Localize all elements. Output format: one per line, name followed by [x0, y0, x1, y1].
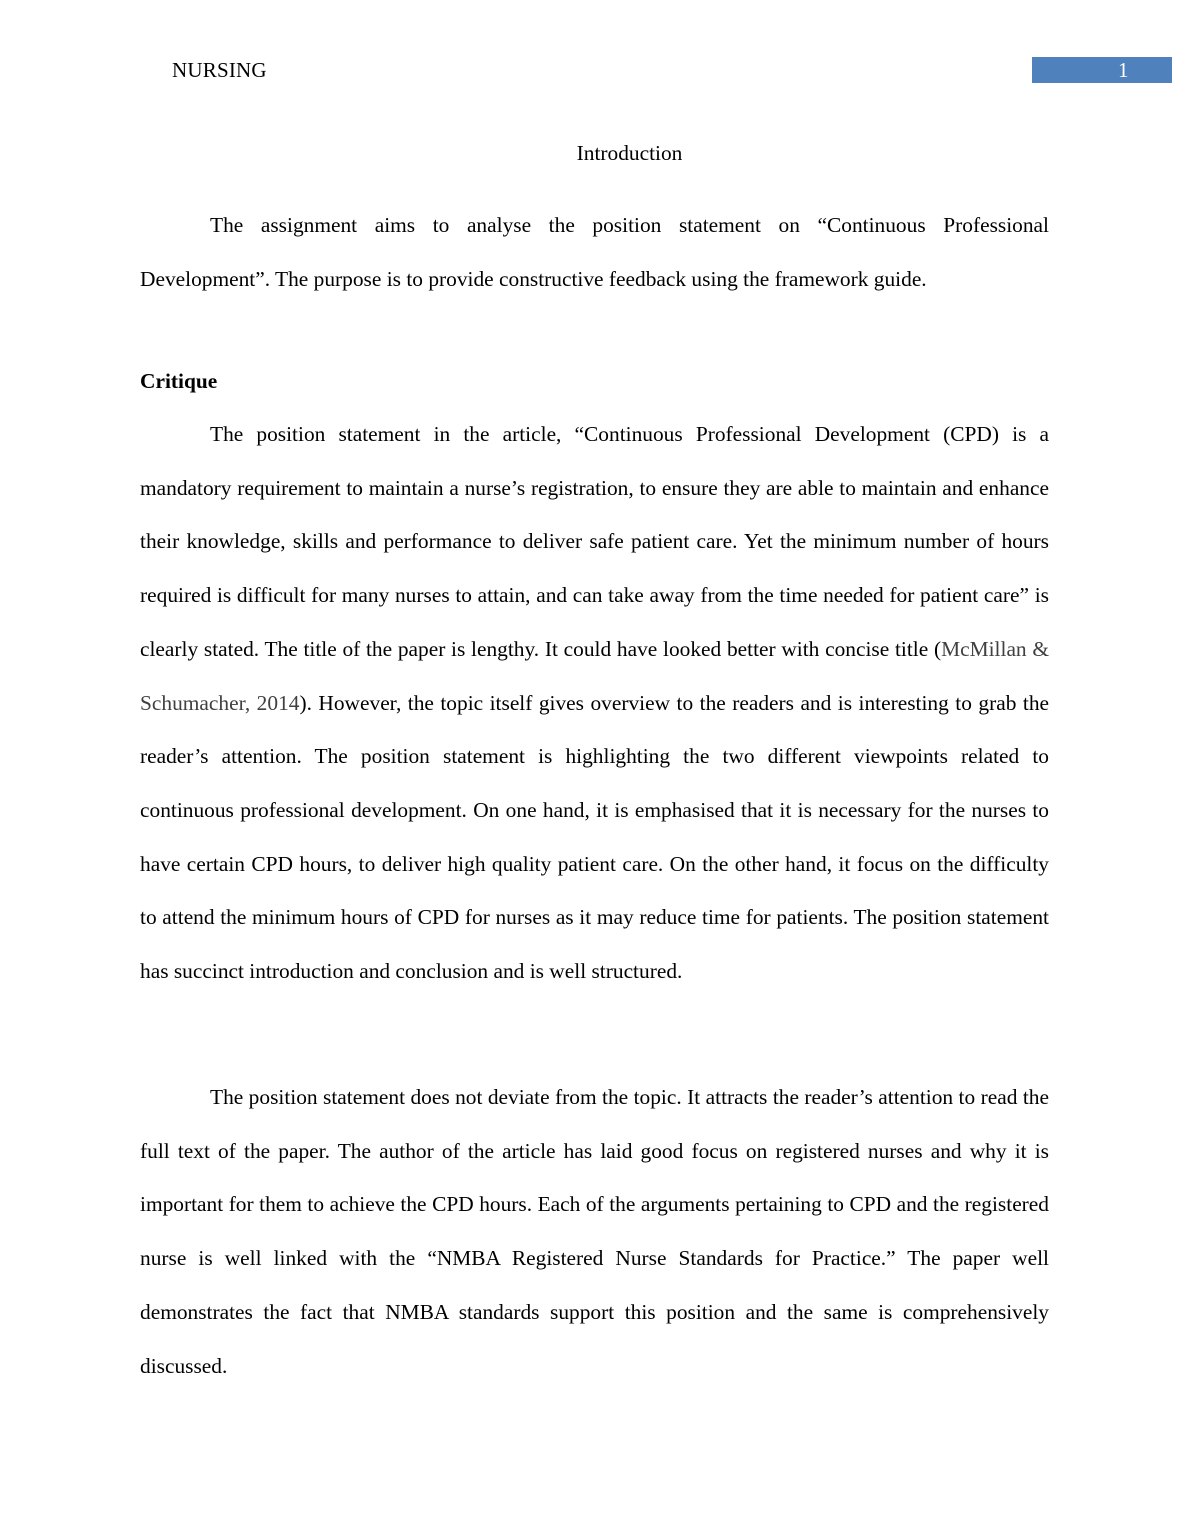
intro-paragraph-text: The assignment aims to analyse the position statement on “Continuous Professional Development”. The purpose is to provide constructive feedback using the framework guide. [140, 213, 1049, 291]
critique-paragraph-1-text [140, 408, 1049, 999]
critique-paragraph-1 [140, 408, 1049, 999]
critique-paragraph-2 [140, 1071, 1049, 1393]
section-heading-critique: Critique [140, 369, 218, 393]
critique-para1-start: The position statement in the article, “Continuous Professional Development (CPD) is a mandatory requirement to maintain a nurse’s registration, to ensure they are able to maintain and enhance their knowledge, skills and performance to deliver safe patient care. Yet the minimum number of hours required is difficult for many nurses to attain, and can take away from the time needed for patient care” is clearly stated. The title of the paper is lengthy. It could have looked better with concise title ( [140, 422, 1049, 661]
critique-para1-end: ). However, the topic itself gives overview to the readers and is interesting to grab the reader’s attention. The position statement is highlighting the two different viewpoints related to continuous professional development. On one hand, it is emphasised that it is necessary for the nurses to have certain CPD hours, to deliver high quality patient care. On the other hand, it focus on the difficulty to attend the minimum hours of CPD for nurses as it may reduce time for patients. The position statement has succinct introduction and conclusion and is well structured. [140, 690, 1050, 984]
critique-paragraph-2-text: The position statement does not deviate from the topic. It attracts the reader’s attention to read the full text of the paper. The author of the article has laid good focus on registered nurses and why it is important for them to achieve the CPD hours. Each of the arguments pertaining to CPD and the registered nurse is well linked with the “NMBA Registered Nurse Standards for Practice.” The paper well demonstrates the fact that NMBA standards support this position and the same is comprehensively discussed. [140, 1085, 1049, 1378]
citation: McMillan & Schumacher, 2014 [140, 636, 1049, 715]
running-head: NURSING [172, 58, 267, 82]
page-number-badge: 1 [1032, 57, 1172, 83]
page-title: Introduction [576, 141, 683, 165]
intro-paragraph [140, 199, 1049, 306]
